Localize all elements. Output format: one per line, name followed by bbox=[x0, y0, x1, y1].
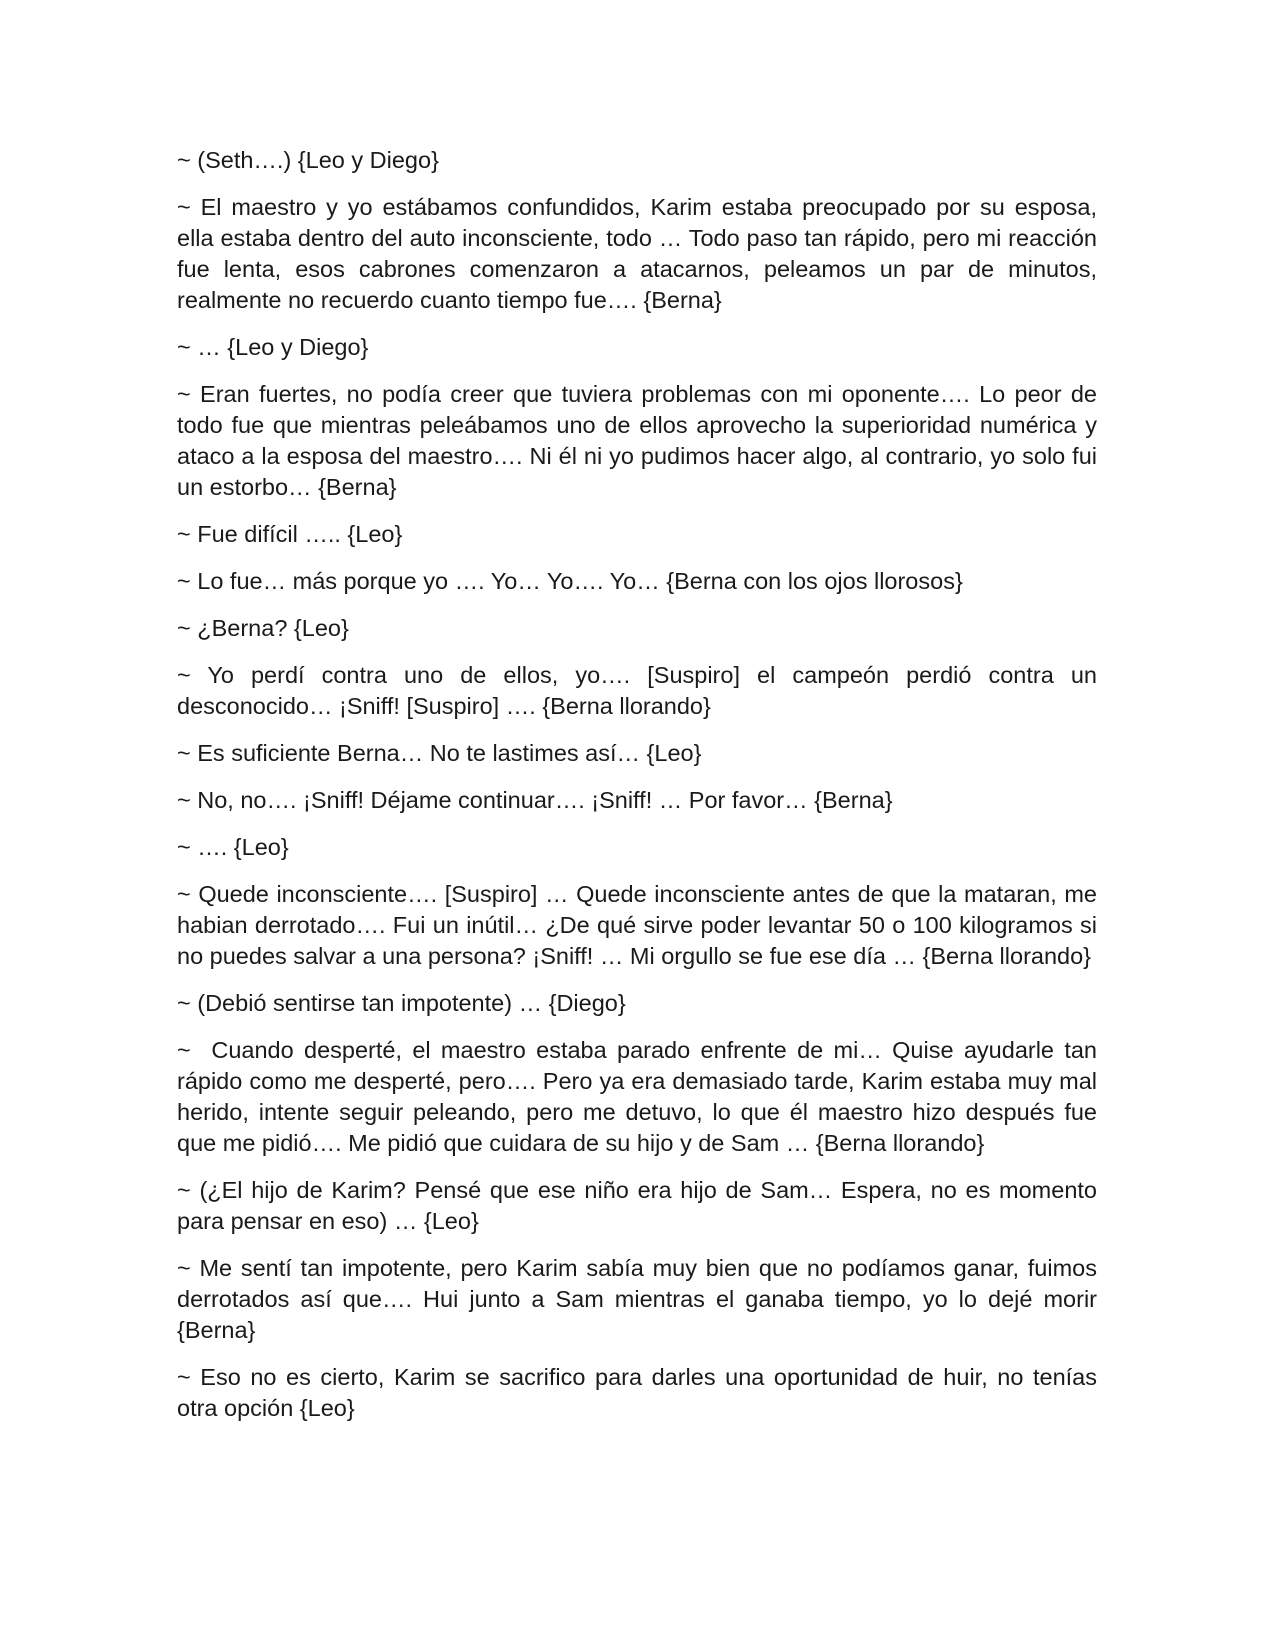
dialogue-paragraph: ~ Cuando desperté, el maestro estaba parado enfrente de mi… Quise ayudarle tan rápido como me desperté, pero…. Pero ya era demasiado tarde, Karim estaba muy mal herido, intente seguir peleando, pero me detuvo, lo que él maestro hizo después fue que me pidió…. Me pidió que cuidara de su hijo y de Sam … {Berna llorando} bbox=[177, 1037, 1104, 1156]
dialogue-paragraph: ~ … {Leo y Diego} bbox=[177, 334, 369, 360]
dialogue-paragraph: ~ (Debió sentirse tan impotente) … {Diego} bbox=[177, 990, 626, 1016]
dialogue-paragraph: ~ Yo perdí contra uno de ellos, yo…. [Suspiro] el campeón perdió contra un desconocido… ¡Sniff! [Suspiro] …. {Berna llorando} bbox=[177, 662, 1104, 719]
dialogue-paragraph: ~ Quede inconsciente…. [Suspiro] … Quede inconsciente antes de que la mataran, me habian derrotado…. Fui un inútil… ¿De qué sirve poder levantar 50 o 100 kilogramos si no puedes salvar a una persona? ¡Sniff! … Mi orgullo se fue ese día … {Berna llorando} bbox=[177, 881, 1104, 969]
dialogue-paragraph: ~ Eso no es cierto, Karim se sacrifico para darles una oportunidad de huir, no tenías otra opción {Leo} bbox=[177, 1364, 1104, 1421]
dialogue-paragraph: ~ No, no…. ¡Sniff! Déjame continuar…. ¡Sniff! … Por favor… {Berna} bbox=[177, 787, 893, 813]
dialogue-paragraph: ~ Es suficiente Berna… No te lastimes así… {Leo} bbox=[177, 740, 702, 766]
dialogue-paragraph: ~ ¿Berna? {Leo} bbox=[177, 615, 349, 641]
dialogue-paragraph: ~ El maestro y yo estábamos confundidos, Karim estaba preocupado por su esposa, ella estaba dentro del auto inconsciente, todo … Todo paso tan rápido, pero mi reacción fue lenta, esos cabrones comenzaron a atacarnos, peleamos un par de minutos, realmente no recuerdo cuanto tiempo fue…. {Berna} bbox=[177, 194, 1104, 313]
dialogue-paragraph: ~ Eran fuertes, no podía creer que tuviera problemas con mi oponente…. Lo peor de todo fue que mientras peleábamos uno de ellos aprovecho la superioridad numérica y ataco a la esposa del maestro…. Ni él ni yo pudimos hacer algo, al contrario, yo solo fui un estorbo… {Berna} bbox=[177, 381, 1104, 500]
dialogue-paragraph: ~ (Seth….) {Leo y Diego} bbox=[177, 147, 439, 173]
dialogue-paragraph: ~ (¿El hijo de Karim? Pensé que ese niño era hijo de Sam… Espera, no es momento para pensar en eso) … {Leo} bbox=[177, 1177, 1104, 1234]
document-body bbox=[177, 145, 1104, 1440]
dialogue-paragraph: ~ Fue difícil ….. {Leo} bbox=[177, 521, 403, 547]
dialogue-paragraph: ~ Me sentí tan impotente, pero Karim sabía muy bien que no podíamos ganar, fuimos derrotados así que…. Hui junto a Sam mientras el ganaba tiempo, yo lo dejé morir {Berna} bbox=[177, 1255, 1104, 1343]
dialogue-paragraph: ~ …. {Leo} bbox=[177, 834, 289, 860]
dialogue-paragraph: ~ Lo fue… más porque yo …. Yo… Yo…. Yo… {Berna con los ojos llorosos} bbox=[177, 568, 963, 594]
